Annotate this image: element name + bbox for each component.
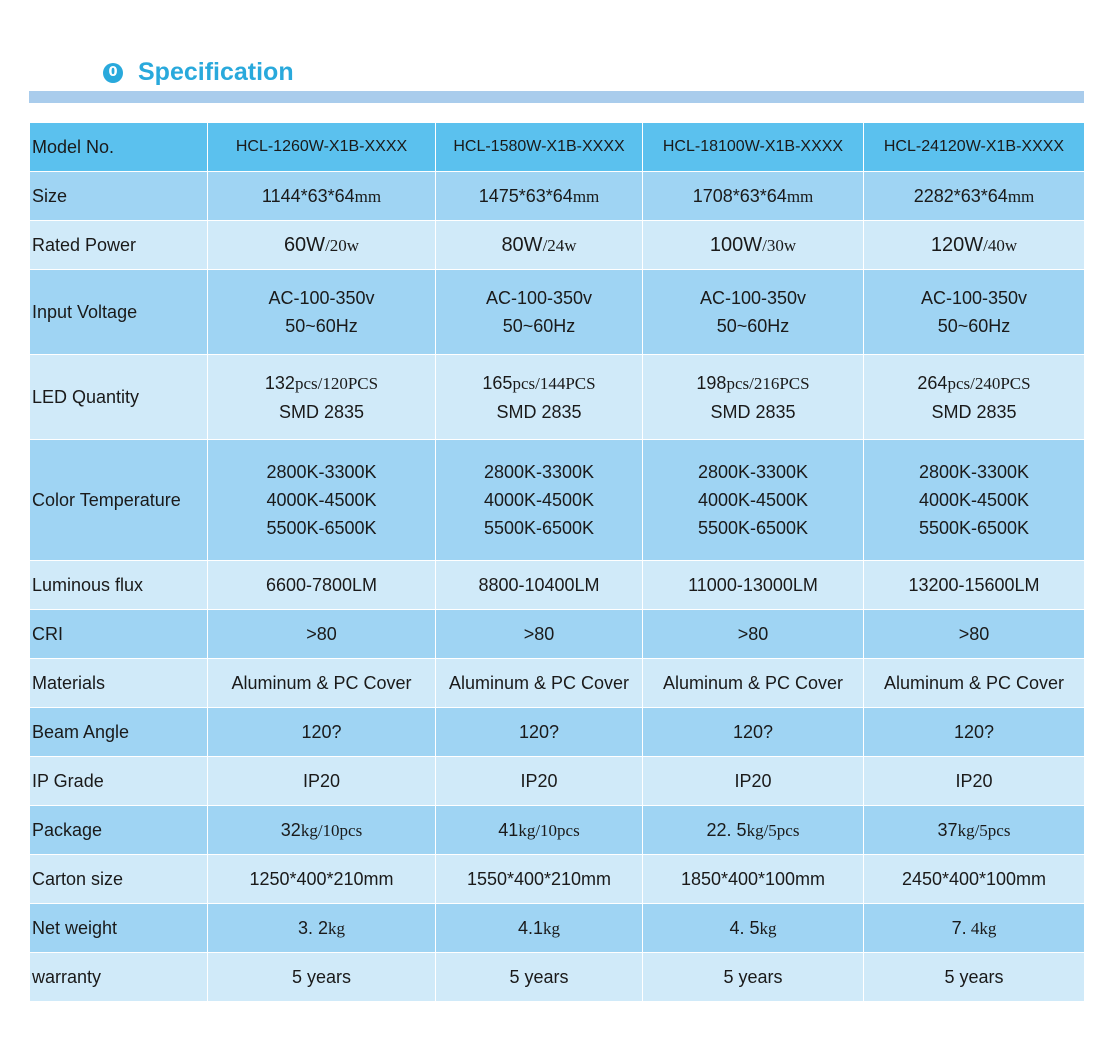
table-row-luminous-flux bbox=[30, 561, 1085, 610]
materials-cell: Aluminum & PC Cover bbox=[436, 659, 643, 708]
warranty-cell: 5 years bbox=[643, 953, 864, 1002]
row-label-led-quantity: LED Quantity bbox=[30, 355, 208, 440]
rated-power-cell: 120W/40w bbox=[864, 221, 1085, 270]
cri-cell: >80 bbox=[643, 610, 864, 659]
size-cell: 2282*63*64mm bbox=[864, 172, 1085, 221]
carton-size-cell: 1850*400*100mm bbox=[643, 855, 864, 904]
rated-power-cell: 80W/24w bbox=[436, 221, 643, 270]
rated-power-cell: 100W/30w bbox=[643, 221, 864, 270]
input-voltage-cell: AC-100-350v 50~60Hz bbox=[436, 270, 643, 355]
table-row-package bbox=[30, 806, 1085, 855]
model-cell: HCL-24120W-X1B-XXXX bbox=[864, 123, 1085, 172]
row-label-cri: CRI bbox=[30, 610, 208, 659]
led-quantity-cell: 264pcs/240PCS SMD 2835 bbox=[864, 355, 1085, 440]
color-temperature-cell: 2800K-3300K 4000K-4500K 5500K-6500K bbox=[208, 440, 436, 561]
carton-size-cell: 1250*400*210mm bbox=[208, 855, 436, 904]
table-row-ip-grade bbox=[30, 757, 1085, 806]
ip-grade-cell: IP20 bbox=[436, 757, 643, 806]
row-label-rated-power: Rated Power bbox=[30, 221, 208, 270]
package-cell: 37kg/5pcs bbox=[864, 806, 1085, 855]
row-label-package: Package bbox=[30, 806, 208, 855]
input-voltage-cell: AC-100-350v 50~60Hz bbox=[864, 270, 1085, 355]
beam-angle-cell: 120? bbox=[436, 708, 643, 757]
size-cell: 1475*63*64mm bbox=[436, 172, 643, 221]
model-cell: HCL-18100W-X1B-XXXX bbox=[643, 123, 864, 172]
luminous-flux-cell: 6600-7800LM bbox=[208, 561, 436, 610]
table-row-color-temperature bbox=[30, 440, 1085, 561]
package-cell: 32kg/10pcs bbox=[208, 806, 436, 855]
cri-cell: >80 bbox=[436, 610, 643, 659]
model-cell: HCL-1260W-X1B-XXXX bbox=[208, 123, 436, 172]
net-weight-cell: 7. 4kg bbox=[864, 904, 1085, 953]
materials-cell: Aluminum & PC Cover bbox=[864, 659, 1085, 708]
warranty-cell: 5 years bbox=[436, 953, 643, 1002]
page-title: Specification bbox=[138, 58, 294, 86]
row-label-color-temperature: Color Temperature bbox=[30, 440, 208, 561]
table-row-model bbox=[30, 123, 1085, 172]
beam-angle-cell: 120? bbox=[864, 708, 1085, 757]
ip-grade-cell: IP20 bbox=[208, 757, 436, 806]
row-label-warranty: warranty bbox=[30, 953, 208, 1002]
row-label-ip-grade: IP Grade bbox=[30, 757, 208, 806]
beam-angle-cell: 120? bbox=[208, 708, 436, 757]
header-divider bbox=[29, 91, 1084, 103]
size-cell: 1144*63*64mm bbox=[208, 172, 436, 221]
section-header bbox=[103, 58, 294, 87]
net-weight-cell: 4.1kg bbox=[436, 904, 643, 953]
beam-angle-cell: 120? bbox=[643, 708, 864, 757]
input-voltage-cell: AC-100-350v 50~60Hz bbox=[643, 270, 864, 355]
ip-grade-cell: IP20 bbox=[864, 757, 1085, 806]
warranty-cell: 5 years bbox=[208, 953, 436, 1002]
table-row-input-voltage bbox=[30, 270, 1085, 355]
cri-cell: >80 bbox=[208, 610, 436, 659]
led-quantity-cell: 198pcs/216PCS SMD 2835 bbox=[643, 355, 864, 440]
carton-size-cell: 2450*400*100mm bbox=[864, 855, 1085, 904]
warranty-cell: 5 years bbox=[864, 953, 1085, 1002]
led-quantity-cell: 132pcs/120PCS SMD 2835 bbox=[208, 355, 436, 440]
table-row-beam-angle bbox=[30, 708, 1085, 757]
color-temperature-cell: 2800K-3300K 4000K-4500K 5500K-6500K bbox=[864, 440, 1085, 561]
input-voltage-cell: AC-100-350v 50~60Hz bbox=[208, 270, 436, 355]
luminous-flux-cell: 13200-15600LM bbox=[864, 561, 1085, 610]
ip-grade-cell: IP20 bbox=[643, 757, 864, 806]
row-label-net-weight: Net weight bbox=[30, 904, 208, 953]
table-row-led-quantity bbox=[30, 355, 1085, 440]
cri-cell: >80 bbox=[864, 610, 1085, 659]
row-label-size: Size bbox=[30, 172, 208, 221]
materials-cell: Aluminum & PC Cover bbox=[643, 659, 864, 708]
size-cell: 1708*63*64mm bbox=[643, 172, 864, 221]
luminous-flux-cell: 11000-13000LM bbox=[643, 561, 864, 610]
model-cell: HCL-1580W-X1B-XXXX bbox=[436, 123, 643, 172]
table-row-carton-size bbox=[30, 855, 1085, 904]
specification-table bbox=[29, 122, 1085, 1002]
package-cell: 41kg/10pcs bbox=[436, 806, 643, 855]
net-weight-cell: 3. 2kg bbox=[208, 904, 436, 953]
luminous-flux-cell: 8800-10400LM bbox=[436, 561, 643, 610]
row-label-luminous-flux: Luminous flux bbox=[30, 561, 208, 610]
table-row-net-weight bbox=[30, 904, 1085, 953]
materials-cell: Aluminum & PC Cover bbox=[208, 659, 436, 708]
table-row-warranty bbox=[30, 953, 1085, 1002]
carton-size-cell: 1550*400*210mm bbox=[436, 855, 643, 904]
row-label-materials: Materials bbox=[30, 659, 208, 708]
led-quantity-cell: 165pcs/144PCS SMD 2835 bbox=[436, 355, 643, 440]
color-temperature-cell: 2800K-3300K 4000K-4500K 5500K-6500K bbox=[643, 440, 864, 561]
section-number-icon: 0 bbox=[103, 63, 123, 83]
table-row-rated-power bbox=[30, 221, 1085, 270]
net-weight-cell: 4. 5kg bbox=[643, 904, 864, 953]
table-row-size bbox=[30, 172, 1085, 221]
row-label-carton-size: Carton size bbox=[30, 855, 208, 904]
package-cell: 22. 5kg/5pcs bbox=[643, 806, 864, 855]
row-label-beam-angle: Beam Angle bbox=[30, 708, 208, 757]
row-label-input-voltage: Input Voltage bbox=[30, 270, 208, 355]
color-temperature-cell: 2800K-3300K 4000K-4500K 5500K-6500K bbox=[436, 440, 643, 561]
table-row-cri bbox=[30, 610, 1085, 659]
row-label-model: Model No. bbox=[30, 123, 208, 172]
rated-power-cell: 60W/20w bbox=[208, 221, 436, 270]
table-row-materials bbox=[30, 659, 1085, 708]
